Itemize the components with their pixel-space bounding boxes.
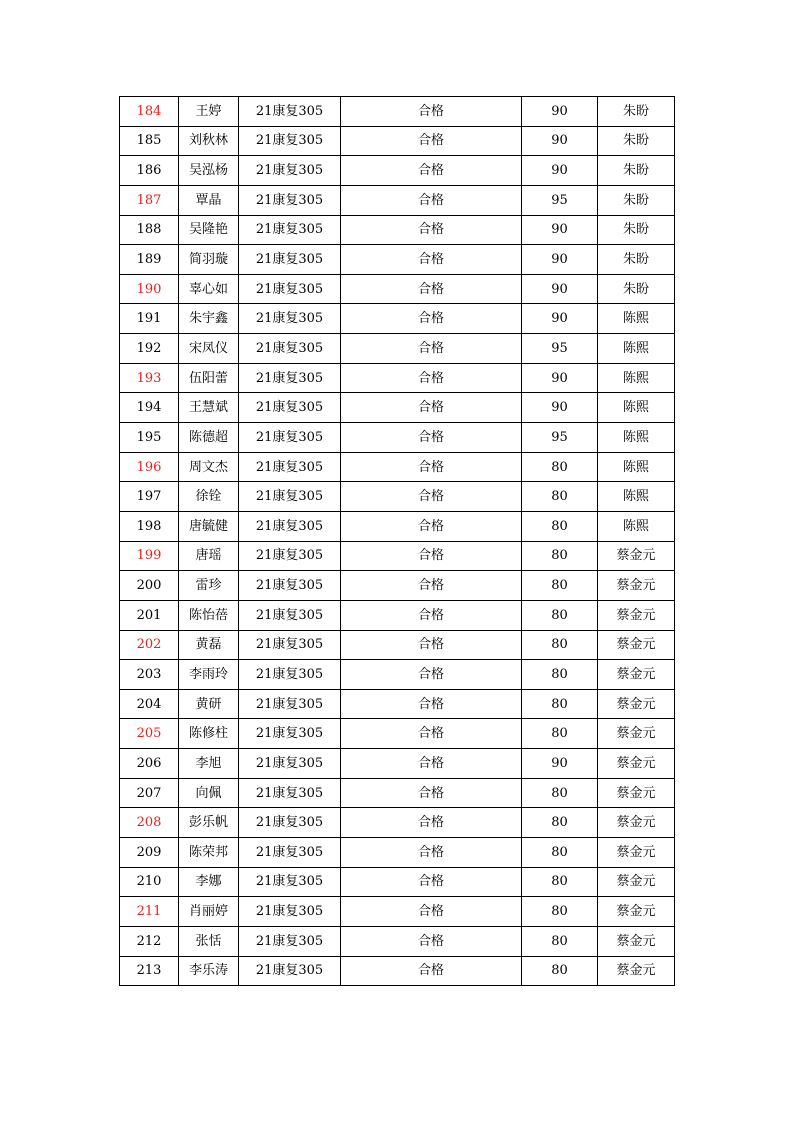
class-code-cell: 21康复305 [239, 304, 341, 334]
student-name-cell: 黄研 [179, 689, 239, 719]
table-row [120, 541, 675, 571]
result-status-cell: 合格 [341, 719, 522, 749]
row-number-cell: 188 [120, 215, 179, 245]
class-code-cell: 21康复305 [239, 423, 341, 453]
row-number-cell: 209 [120, 838, 179, 868]
class-code-cell: 21康复305 [239, 334, 341, 364]
result-status-cell: 合格 [341, 660, 522, 690]
table-row [120, 126, 675, 156]
row-number-cell: 201 [120, 600, 179, 630]
class-code-cell: 21康复305 [239, 867, 341, 897]
score-cell: 90 [522, 126, 598, 156]
class-code-cell: 21康复305 [239, 956, 341, 986]
student-name-cell: 宋凤仪 [179, 334, 239, 364]
score-cell: 80 [522, 867, 598, 897]
table-row [120, 245, 675, 275]
score-cell: 80 [522, 571, 598, 601]
table-row [120, 630, 675, 660]
teacher-name-cell: 蔡金元 [598, 749, 675, 779]
result-status-cell: 合格 [341, 245, 522, 275]
student-name-cell: 张恬 [179, 926, 239, 956]
student-name-cell: 吴隆艳 [179, 215, 239, 245]
student-name-cell: 刘秋林 [179, 126, 239, 156]
row-number-cell: 204 [120, 689, 179, 719]
score-cell: 80 [522, 541, 598, 571]
table-row [120, 185, 675, 215]
row-number-cell: 196 [120, 452, 179, 482]
score-cell: 90 [522, 156, 598, 186]
result-status-cell: 合格 [341, 304, 522, 334]
score-cell: 80 [522, 600, 598, 630]
class-code-cell: 21康复305 [239, 600, 341, 630]
score-cell: 90 [522, 97, 598, 127]
student-name-cell: 李乐涛 [179, 956, 239, 986]
row-number-cell: 213 [120, 956, 179, 986]
table-row [120, 393, 675, 423]
student-name-cell: 伍阳蕾 [179, 363, 239, 393]
table-row [120, 511, 675, 541]
teacher-name-cell: 蔡金元 [598, 600, 675, 630]
teacher-name-cell: 陈熙 [598, 452, 675, 482]
score-cell: 90 [522, 363, 598, 393]
class-code-cell: 21康复305 [239, 630, 341, 660]
student-name-cell: 朱宇鑫 [179, 304, 239, 334]
roster-body [120, 97, 675, 986]
score-cell: 80 [522, 511, 598, 541]
row-number-cell: 185 [120, 126, 179, 156]
score-cell: 95 [522, 423, 598, 453]
teacher-name-cell: 蔡金元 [598, 571, 675, 601]
table-row [120, 749, 675, 779]
table-row [120, 334, 675, 364]
student-name-cell: 陈德超 [179, 423, 239, 453]
table-row [120, 452, 675, 482]
table-row [120, 363, 675, 393]
teacher-name-cell: 陈熙 [598, 363, 675, 393]
teacher-name-cell: 朱盼 [598, 185, 675, 215]
result-status-cell: 合格 [341, 630, 522, 660]
teacher-name-cell: 蔡金元 [598, 867, 675, 897]
score-cell: 80 [522, 808, 598, 838]
teacher-name-cell: 陈熙 [598, 482, 675, 512]
row-number-cell: 197 [120, 482, 179, 512]
class-code-cell: 21康复305 [239, 689, 341, 719]
score-cell: 90 [522, 304, 598, 334]
score-cell: 95 [522, 185, 598, 215]
result-status-cell: 合格 [341, 541, 522, 571]
score-cell: 90 [522, 245, 598, 275]
teacher-name-cell: 陈熙 [598, 511, 675, 541]
class-code-cell: 21康复305 [239, 156, 341, 186]
teacher-name-cell: 蔡金元 [598, 541, 675, 571]
table-row [120, 423, 675, 453]
class-code-cell: 21康复305 [239, 778, 341, 808]
result-status-cell: 合格 [341, 423, 522, 453]
class-code-cell: 21康复305 [239, 719, 341, 749]
result-status-cell: 合格 [341, 126, 522, 156]
teacher-name-cell: 朱盼 [598, 126, 675, 156]
result-status-cell: 合格 [341, 452, 522, 482]
teacher-name-cell: 蔡金元 [598, 808, 675, 838]
teacher-name-cell: 蔡金元 [598, 689, 675, 719]
class-code-cell: 21康复305 [239, 660, 341, 690]
score-cell: 90 [522, 393, 598, 423]
row-number-cell: 206 [120, 749, 179, 779]
row-number-cell: 187 [120, 185, 179, 215]
teacher-name-cell: 陈熙 [598, 393, 675, 423]
row-number-cell: 191 [120, 304, 179, 334]
score-cell: 80 [522, 482, 598, 512]
result-status-cell: 合格 [341, 215, 522, 245]
student-name-cell: 彭乐帆 [179, 808, 239, 838]
student-roster-table [119, 96, 675, 986]
table-row [120, 808, 675, 838]
class-code-cell: 21康复305 [239, 926, 341, 956]
row-number-cell: 186 [120, 156, 179, 186]
table-row [120, 778, 675, 808]
result-status-cell: 合格 [341, 571, 522, 601]
teacher-name-cell: 蔡金元 [598, 897, 675, 927]
class-code-cell: 21康复305 [239, 749, 341, 779]
score-cell: 80 [522, 660, 598, 690]
row-number-cell: 195 [120, 423, 179, 453]
class-code-cell: 21康复305 [239, 482, 341, 512]
result-status-cell: 合格 [341, 897, 522, 927]
student-name-cell: 王慧斌 [179, 393, 239, 423]
class-code-cell: 21康复305 [239, 452, 341, 482]
class-code-cell: 21康复305 [239, 511, 341, 541]
student-name-cell: 覃晶 [179, 185, 239, 215]
student-name-cell: 唐瑶 [179, 541, 239, 571]
teacher-name-cell: 朱盼 [598, 274, 675, 304]
result-status-cell: 合格 [341, 867, 522, 897]
class-code-cell: 21康复305 [239, 571, 341, 601]
table-row [120, 97, 675, 127]
row-number-cell: 190 [120, 274, 179, 304]
student-name-cell: 王婷 [179, 97, 239, 127]
teacher-name-cell: 蔡金元 [598, 956, 675, 986]
result-status-cell: 合格 [341, 749, 522, 779]
row-number-cell: 193 [120, 363, 179, 393]
teacher-name-cell: 朱盼 [598, 215, 675, 245]
score-cell: 80 [522, 689, 598, 719]
class-code-cell: 21康复305 [239, 897, 341, 927]
class-code-cell: 21康复305 [239, 185, 341, 215]
score-cell: 90 [522, 215, 598, 245]
student-name-cell: 简羽璇 [179, 245, 239, 275]
table-row [120, 660, 675, 690]
row-number-cell: 211 [120, 897, 179, 927]
student-name-cell: 肖丽婷 [179, 897, 239, 927]
result-status-cell: 合格 [341, 956, 522, 986]
teacher-name-cell: 蔡金元 [598, 660, 675, 690]
result-status-cell: 合格 [341, 511, 522, 541]
table-row [120, 689, 675, 719]
class-code-cell: 21康复305 [239, 838, 341, 868]
student-name-cell: 陈修柱 [179, 719, 239, 749]
score-cell: 95 [522, 334, 598, 364]
row-number-cell: 184 [120, 97, 179, 127]
teacher-name-cell: 朱盼 [598, 97, 675, 127]
row-number-cell: 194 [120, 393, 179, 423]
result-status-cell: 合格 [341, 274, 522, 304]
teacher-name-cell: 蔡金元 [598, 838, 675, 868]
table-row [120, 274, 675, 304]
score-cell: 80 [522, 452, 598, 482]
student-name-cell: 雷珍 [179, 571, 239, 601]
score-cell: 90 [522, 274, 598, 304]
student-name-cell: 李娜 [179, 867, 239, 897]
class-code-cell: 21康复305 [239, 97, 341, 127]
class-code-cell: 21康复305 [239, 541, 341, 571]
teacher-name-cell: 朱盼 [598, 245, 675, 275]
score-cell: 80 [522, 719, 598, 749]
class-code-cell: 21康复305 [239, 215, 341, 245]
class-code-cell: 21康复305 [239, 245, 341, 275]
class-code-cell: 21康复305 [239, 274, 341, 304]
score-cell: 80 [522, 897, 598, 927]
score-cell: 80 [522, 926, 598, 956]
teacher-name-cell: 蔡金元 [598, 778, 675, 808]
table-row [120, 956, 675, 986]
teacher-name-cell: 蔡金元 [598, 926, 675, 956]
row-number-cell: 203 [120, 660, 179, 690]
score-cell: 80 [522, 956, 598, 986]
result-status-cell: 合格 [341, 97, 522, 127]
result-status-cell: 合格 [341, 808, 522, 838]
row-number-cell: 208 [120, 808, 179, 838]
table-row [120, 719, 675, 749]
table-row [120, 838, 675, 868]
result-status-cell: 合格 [341, 482, 522, 512]
row-number-cell: 189 [120, 245, 179, 275]
row-number-cell: 212 [120, 926, 179, 956]
score-cell: 80 [522, 778, 598, 808]
student-name-cell: 陈怡蓓 [179, 600, 239, 630]
teacher-name-cell: 陈熙 [598, 334, 675, 364]
student-name-cell: 周文杰 [179, 452, 239, 482]
student-name-cell: 李旭 [179, 749, 239, 779]
row-number-cell: 192 [120, 334, 179, 364]
row-number-cell: 205 [120, 719, 179, 749]
result-status-cell: 合格 [341, 778, 522, 808]
row-number-cell: 200 [120, 571, 179, 601]
result-status-cell: 合格 [341, 600, 522, 630]
class-code-cell: 21康复305 [239, 126, 341, 156]
result-status-cell: 合格 [341, 363, 522, 393]
teacher-name-cell: 蔡金元 [598, 630, 675, 660]
row-number-cell: 207 [120, 778, 179, 808]
row-number-cell: 198 [120, 511, 179, 541]
score-cell: 80 [522, 838, 598, 868]
student-name-cell: 徐铨 [179, 482, 239, 512]
score-cell: 90 [522, 749, 598, 779]
table-row [120, 897, 675, 927]
class-code-cell: 21康复305 [239, 363, 341, 393]
table-row [120, 867, 675, 897]
row-number-cell: 210 [120, 867, 179, 897]
table-row [120, 304, 675, 334]
student-name-cell: 吴泓杨 [179, 156, 239, 186]
teacher-name-cell: 朱盼 [598, 156, 675, 186]
table-row [120, 571, 675, 601]
result-status-cell: 合格 [341, 334, 522, 364]
teacher-name-cell: 蔡金元 [598, 719, 675, 749]
student-name-cell: 唐毓健 [179, 511, 239, 541]
student-name-cell: 黄磊 [179, 630, 239, 660]
table-row [120, 215, 675, 245]
student-name-cell: 辜心如 [179, 274, 239, 304]
student-name-cell: 陈荣邦 [179, 838, 239, 868]
student-name-cell: 李雨玲 [179, 660, 239, 690]
teacher-name-cell: 陈熙 [598, 423, 675, 453]
class-code-cell: 21康复305 [239, 808, 341, 838]
table-row [120, 600, 675, 630]
table-row [120, 926, 675, 956]
row-number-cell: 199 [120, 541, 179, 571]
result-status-cell: 合格 [341, 926, 522, 956]
table-row [120, 482, 675, 512]
teacher-name-cell: 陈熙 [598, 304, 675, 334]
score-cell: 80 [522, 630, 598, 660]
result-status-cell: 合格 [341, 838, 522, 868]
result-status-cell: 合格 [341, 393, 522, 423]
result-status-cell: 合格 [341, 689, 522, 719]
result-status-cell: 合格 [341, 156, 522, 186]
result-status-cell: 合格 [341, 185, 522, 215]
row-number-cell: 202 [120, 630, 179, 660]
table-row [120, 156, 675, 186]
student-name-cell: 向佩 [179, 778, 239, 808]
class-code-cell: 21康复305 [239, 393, 341, 423]
